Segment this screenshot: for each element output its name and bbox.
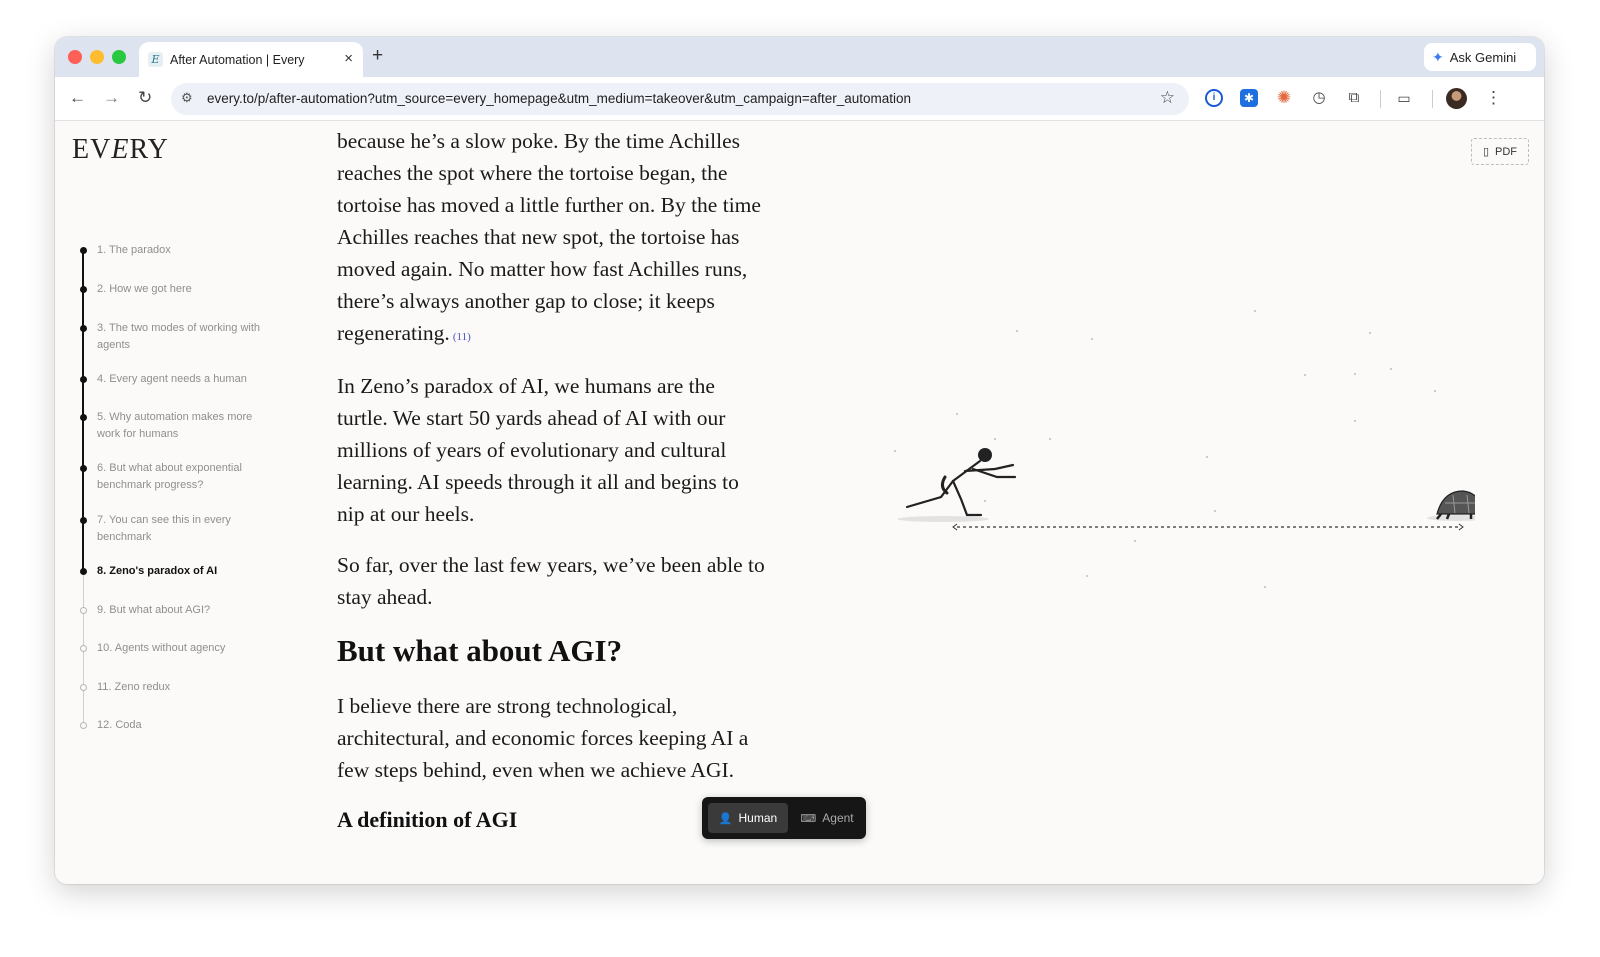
toc-item[interactable]: 11. Zeno redux <box>97 679 277 696</box>
toolbar-divider <box>1432 90 1433 108</box>
bookmark-star-icon[interactable]: ☆ <box>1159 88 1175 107</box>
toc-dot <box>80 247 87 254</box>
url-text[interactable]: every.to/p/after-automation?utm_source=every_homepage&utm_medium=takeover&utm_campaign=after_automation <box>207 91 912 106</box>
toc-dot <box>80 414 87 421</box>
toc-dot <box>80 376 87 383</box>
tab-title: After Automation | Every <box>170 53 305 67</box>
browser-toolbar <box>55 77 1544 121</box>
human-mode-label: Human <box>738 811 778 825</box>
maximize-window-button[interactable] <box>112 50 126 64</box>
arrow-right-icon <box>1459 524 1463 530</box>
agent-mode-label: Agent <box>822 811 854 825</box>
new-tab-icon[interactable]: + <box>372 45 384 66</box>
pdf-label: PDF <box>1495 145 1518 158</box>
toc-dot <box>80 645 87 652</box>
toolbar-divider <box>1380 90 1381 108</box>
minimize-window-button[interactable] <box>90 50 104 64</box>
toc-item[interactable]: 7. You can see this in every benchmark <box>97 512 277 546</box>
achilles-runner-icon <box>897 448 1015 522</box>
toc-dot <box>80 568 87 575</box>
tortoise-icon <box>1427 491 1475 521</box>
claude-icon[interactable]: ✺ <box>1276 88 1292 107</box>
toc-dot <box>80 465 87 472</box>
close-tab-icon[interactable]: × <box>344 50 353 67</box>
close-window-button[interactable] <box>68 50 82 64</box>
article-paragraph: In Zeno’s paradox of AI, we humans are the turtle. We start 50 yards ahead of AI with our millions of years of evolutionary and cultural learning. AI speeds through it all and begins to nip at our heels. <box>337 374 739 526</box>
extension-icon[interactable]: ✱ <box>1240 89 1258 107</box>
agent-mode-button[interactable] <box>794 803 860 833</box>
dust-particles <box>894 310 1436 588</box>
toc-item[interactable]: 10. Agents without agency <box>97 640 277 657</box>
toc-item[interactable]: 4. Every agent needs a human <box>97 371 277 388</box>
pdf-button[interactable] <box>1471 138 1529 165</box>
every-favicon-icon: E <box>148 52 163 67</box>
robot-icon: ⌨ <box>800 812 817 825</box>
article-paragraph: So far, over the last few years, we’ve been able to stay ahead. <box>337 553 765 609</box>
toc-item[interactable]: 2. How we got here <box>97 281 277 298</box>
address-bar[interactable] <box>171 83 1189 115</box>
every-logo[interactable]: EVERY <box>72 134 169 165</box>
toc-dot <box>80 607 87 614</box>
toc-dot <box>80 722 87 729</box>
toc-dot <box>80 684 87 691</box>
password-manager-icon[interactable]: i <box>1205 89 1223 107</box>
tab-bar <box>55 37 1544 77</box>
reading-mode-toggle <box>702 797 866 839</box>
toc-item[interactable]: 3. The two modes of working with agents <box>97 320 277 354</box>
gemini-sparkle-icon: ✦ <box>1432 48 1444 65</box>
subsection-heading: A definition of AGI <box>337 807 518 832</box>
toc-item[interactable]: 5. Why automation makes more work for humans <box>97 409 277 443</box>
page-content <box>55 121 1544 884</box>
toc-item[interactable]: 9. But what about AGI? <box>97 602 277 619</box>
arrow-left-icon <box>953 524 957 530</box>
ask-gemini-label: Ask Gemini <box>1449 49 1517 65</box>
extensions-puzzle-icon[interactable]: ⧉ <box>1348 89 1360 106</box>
forward-arrow-icon[interactable]: → <box>103 88 120 107</box>
person-icon: 👤 <box>718 812 733 825</box>
back-arrow-icon[interactable]: ← <box>69 88 86 107</box>
toc-item-active[interactable]: 8. Zeno's paradox of AI <box>97 563 277 580</box>
toc-item[interactable]: 12. Coda <box>97 717 277 734</box>
toc-dot <box>80 517 87 524</box>
history-icon[interactable]: ◷ <box>1312 89 1326 106</box>
ask-gemini-button[interactable] <box>1424 43 1536 71</box>
toc-item[interactable]: 6. But what about exponential benchmark progress? <box>97 460 277 494</box>
toc-item[interactable]: 1. The paradox <box>97 242 277 259</box>
site-info-icon[interactable]: ⚙ <box>181 90 193 105</box>
toc-dot <box>80 286 87 293</box>
document-icon: ▯ <box>1482 146 1490 158</box>
section-heading: But what about AGI? <box>337 633 623 668</box>
reading-list-icon[interactable]: ▭ <box>1397 90 1411 106</box>
achilles-tortoise-illustration <box>835 271 1475 591</box>
human-mode-button[interactable] <box>708 803 788 833</box>
reload-icon[interactable]: ↻ <box>138 88 153 107</box>
browser-window <box>55 37 1544 884</box>
active-tab[interactable] <box>139 42 363 77</box>
article-paragraph: I believe there are strong technological, architectural, and economic forces keeping AI a few steps behind, even when we achieve AGI. <box>337 694 749 782</box>
more-menu-icon[interactable]: ⋮ <box>1485 88 1502 107</box>
toc-dot <box>80 325 87 332</box>
article-paragraph: because he’s a slow poke. By the time Achilles reaches the spot where the tortoise began, the tortoise has moved a little further on. By the time Achilles reaches that new spot, the tortoise has moved again. No matter how fast Achilles runs, there’s always another gap to close; it keeps regenerating. (11) <box>337 129 761 345</box>
footnote-link[interactable]: (11) <box>452 331 471 343</box>
profile-avatar[interactable] <box>1446 88 1467 109</box>
